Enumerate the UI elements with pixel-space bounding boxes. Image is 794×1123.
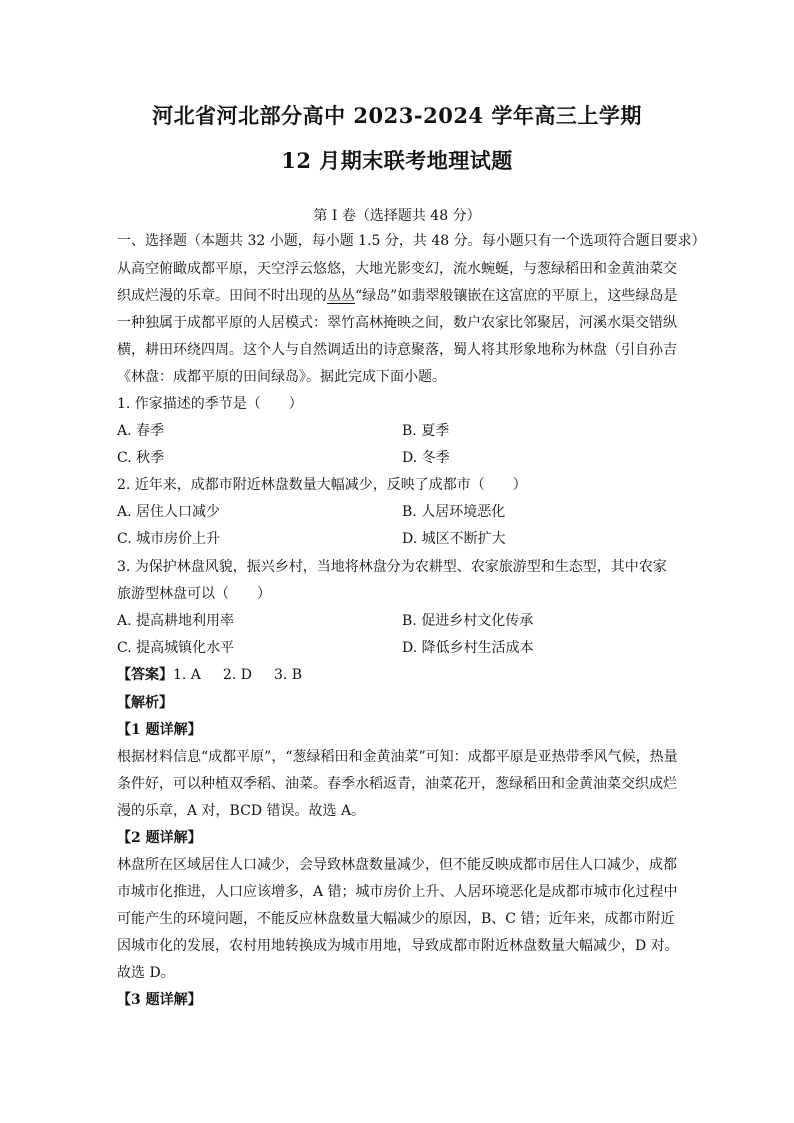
exam-title-line1: 河北省河北部分高中 2023-2024 学年高三上学期 [152,103,642,128]
question-3-option-b: B. 促进乡村文化传承 [402,613,534,629]
passage-line-4: 横，耕田环绕四周。这个人与自然调适出的诗意聚落，蜀人将其形象地称为林盘（引自孙吉 [117,342,677,358]
analysis-label-text: 【解析】 [117,695,173,711]
answer-item: 2. D [222,667,252,683]
question-3-stem-line-2: 旅游型林盘可以（ ） [117,586,271,602]
question-2-option-b: B. 人居环境恶化 [402,504,506,520]
answer-label: 【答案】 [117,667,173,683]
question-2-option-d: D. 城区不断扩大 [402,531,506,547]
detail-2-line: 可能产生的环境问题，不能反应林盘数量大幅减少的原因，B、C 错；近年来，成都市附近 [117,911,675,927]
detail-2-line: 故选 D。 [117,965,175,981]
passage-line-3: 一种独属于成都平原的人居模式：翠竹高林掩映之间，数户农家比邻聚居，河溪水渠交错纵 [117,315,677,331]
detail-2-label [117,831,202,845]
question-3-option-c: C. 提高城镇化水平 [117,640,235,656]
question-1-option-b: B. 夏季 [402,423,450,439]
passage-line-5: 《林盘：成都平原的田间绿岛》。据此完成下面小题。 [117,369,446,385]
answer-item: 1. A [173,667,201,683]
passage-text: 织成烂漫的乐章。田间不时出现的 [117,288,327,304]
passage-line-1: 从高空俯瞰成都平原，天空浮云悠悠，大地光影变幻，流水蜿蜒，与葱绿稻田和金黄油菜交 [117,261,677,277]
question-3-stem-line-1: 3. 为保护林盘风貌，振兴乡村，当地将林盘分为农耕型、农家旅游型和生态型，其中农家 [117,559,667,575]
exam-title-line2: 12 月期末联考地理试题 [281,148,513,173]
detail-2-line: 因城市化的发展，农村用地转换成为城市用地，导致成都市附近林盘数量大幅减少，D 对。 [117,938,679,954]
question-2-option-c: C. 城市房价上升 [117,531,221,547]
question-1-option-a: A. 春季 [117,423,165,439]
question-3-option-d: D. 降低乡村生活成本 [402,640,534,656]
underlined-word: 丛丛 [327,288,355,304]
detail-3-label-text: 【3 题详解】 [117,992,202,1008]
question-1-option-c: C. 秋季 [117,450,165,466]
question-3-option-a: A. 提高耕地利用率 [117,613,235,629]
instructions: 一、选择题（本题共 32 小题，每小题 1.5 分，共 48 分。每小题只有一个选项符合题目要求） [117,233,706,249]
question-2-stem: 2. 近年来，成都市附近林盘数量大幅减少，反映了成都市（ ） [117,477,527,493]
question-1-option-d: D. 冬季 [402,450,450,466]
section-header: 第 I 卷（选择题共 48 分） [313,208,481,224]
detail-2-label-text: 【2 题详解】 [117,830,202,846]
question-2-option-a: A. 居住人口减少 [117,504,221,520]
answer-item: 3. B [273,667,303,683]
detail-1-line: 根据材料信息“成都平原”，“葱绿稻田和金黄油菜”可知：成都平原是亚热带季风气候，热量 [117,749,678,765]
detail-1-line: 条件好，可以种植双季稻、油菜。春季水稻返青，油菜花开，葱绿稻田和金黄油菜交织成烂 [117,776,677,792]
detail-1-label [117,723,202,737]
detail-2-line: 市城市化推进，人口应该增多，A 错；城市房价上升、人居环境恶化是成都市城市化过程中 [117,884,678,900]
detail-3-label [117,993,202,1007]
passage-line-2 [117,289,677,303]
detail-1-line: 漫的乐章，A 对，BCD 错误。故选 A。 [117,803,366,819]
answer-line [117,668,324,682]
passage-text: “绿岛”如翡翠般镶嵌在这富庶的平原上，这些绿岛是 [355,288,678,304]
detail-1-label-text: 【1 题详解】 [117,722,202,738]
detail-2-line: 林盘所在区域居住人口减少，会导致林盘数量减少，但不能反映成都市居住人口减少，成都 [117,857,677,873]
analysis-label [117,696,173,710]
question-1-stem: 1. 作家描述的季节是（ ） [117,396,303,412]
